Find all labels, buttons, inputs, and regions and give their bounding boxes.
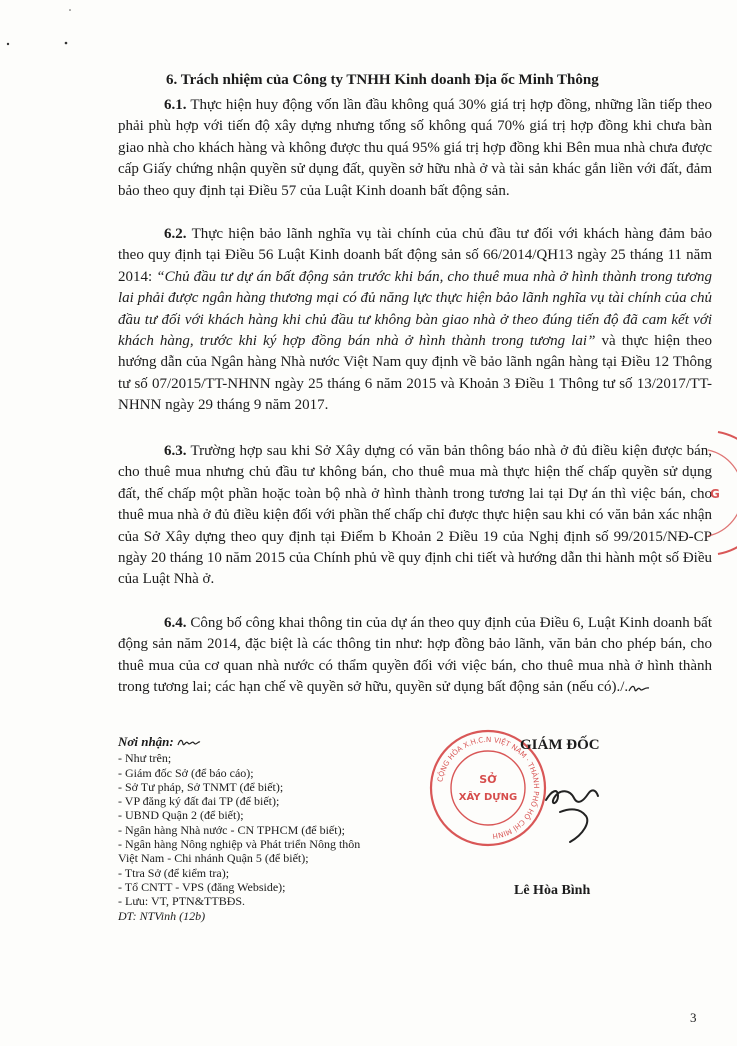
paragraph-6-4-text: Công bố công khai thông tin của dự án theo quy định của Điều 6, Luật Kinh doanh bất động sản năm 2014, đặc biệt là các thông tin như: hợp đồng bảo lãnh, văn bản cho phép bán, cho thuê mua của cơ quan nhà nước có thẩm quyền đối với việc bán, cho thuê mua nhà ở hình thành trong tương lai; các hạn chế về quyền sở hữu, quyền sử dụng bất động sản (nếu có)./.: [118, 615, 712, 696]
initials-signature-icon: [177, 737, 201, 749]
paragraph-6-4-number: 6.4.: [164, 615, 187, 631]
paragraph-6-1-text: Thực hiện huy động vốn lần đầu không quá 30% giá trị hợp đồng, những lần tiếp theo phải phù hợp với tiến độ xây dựng nhưng tổng số không quá 70% giá trị hợp đồng khi chưa bàn giao nhà cho khách hàng và không được thu quá 95% giá trị hợp đồng khi Bên mua nhà chưa được cấp Giấy chứng nhận quyền sử dụng đất, quyền sở hữu nhà ở và tài sản khác gắn liền với đất, đảm bảo theo quy định tại Điều 57 của Luật Kinh doanh bất động sản.: [118, 97, 712, 199]
seal-center-line2: XÂY DỰNG: [458, 792, 518, 803]
section-heading: 6. Trách nhiệm của Công ty TNHH Kinh doanh Địa ốc Minh Thông: [166, 72, 599, 88]
recipients-block: [118, 735, 418, 923]
recipient-item: - Như trên;: [118, 751, 172, 766]
recipient-item: - VP đăng ký đất đai TP (để biết);: [118, 794, 280, 809]
paragraph-6-2-number: 6.2.: [164, 226, 187, 242]
recipient-item: - Lưu: VT, PTN&TTBĐS.: [118, 894, 246, 909]
recipient-item: - Ngân hàng Nông nghiệp và Phát triển Nông thôn: [118, 837, 361, 852]
recipient-item: - Sở Tư pháp, Sở TNMT (để biết);: [118, 779, 284, 794]
seal-ring-text: CỘNG HÒA X.H.C.N VIỆT NAM · THÀNH PHỐ HỒ CHÍ MINH: [435, 734, 542, 841]
paragraph-6-2-text-after: và thực hiện theo hướng dẫn của Ngân hàng Nhà nước Việt Nam quy định về bảo lãnh ngân hàng tại Điều 12 Thông tư số 07/2015/TT-NHNN ngày 25 tháng 6 năm 2015 và Khoản 3 Điều 1 Thông tư số 13/2017/TT-NHNN ngày 29 tháng 9 năm 2017.: [118, 333, 712, 414]
paragraph-6-2-quote: “Chủ đầu tư dự án bất động sản trước khi bán, cho thuê mua nhà ở hình thành trong tương lai phải được ngân hàng thương mại có đủ năng lực thực hiện bảo lãnh nghĩa vụ tài chính của chủ đầu tư đối với khách hàng khi chủ đầu tư không bàn giao nhà ở theo đúng tiến độ đã cam kết với khách hàng, trước khi ký hợp đồng bán nhà ở hình thành trong tương lai”: [118, 268, 712, 350]
seal-center-line1: SỞ: [479, 773, 497, 786]
svg-text:G: G: [710, 487, 720, 501]
scan-specks: [0, 0, 120, 60]
recipient-item: - Giám đốc Sở (để báo cáo);: [118, 765, 254, 780]
paragraph-6-3-number: 6.3.: [164, 443, 187, 459]
recipient-item: Việt Nam - Chi nhánh Quận 5 (để biết);: [118, 851, 309, 866]
drafter-note: DT: NTVinh (12b): [118, 908, 206, 923]
paragraph-6-4: [118, 613, 712, 699]
paragraph-6-2: [118, 224, 712, 417]
recipient-item: - UBND Quận 2 (để biết);: [118, 808, 244, 823]
paragraph-6-2-text-before: Thực hiện bảo lãnh nghĩa vụ tài chính của chủ đầu tư đối với khách hàng đảm bảo theo quy định tại Điều 56 Luật Kinh doanh bất động sản số 66/2014/QH13 ngày 25 tháng 11 năm 2014:: [118, 226, 712, 285]
page-number: 3: [690, 1010, 697, 1025]
recipients-title: Nơi nhận:: [118, 735, 418, 749]
signer-name: Lê Hòa Bình: [514, 883, 591, 898]
paragraph-6-3: [118, 441, 712, 591]
handwritten-signature-icon: [540, 760, 620, 850]
recipient-item: - Ttra Sở (để kiểm tra);: [118, 865, 230, 880]
partial-seal-icon: [668, 428, 737, 558]
paragraph-6-3-text: Trường hợp sau khi Sở Xây dựng có văn bản thông báo nhà ở đủ điều kiện được bán, cho thuê mua nhưng chủ đầu tư không bán, cho thuê mua mà thực hiện thế chấp quyền sử dụng đất, thế chấp một phần hoặc toàn bộ nhà ở hình thành trong tương lai tại Dự án thì việc bán, cho thuê mua nhà ở đủ điều kiện đối với phần thế chấp chỉ được thực hiện sau khi có văn bản xác nhận của Sở Xây dựng theo quy định tại Điểm b Khoản 2 Điều 19 của Nghị định số 99/2015/NĐ-CP ngày 20 tháng 10 năm 2015 của Chính phủ về quy định chi tiết và hướng dẫn thi hành một số Điều của Luật Nhà ở.: [118, 443, 712, 588]
paragraph-6-1-number: 6.1.: [164, 97, 187, 113]
initials-signature-icon: [628, 682, 650, 694]
recipient-item: - Ngân hàng Nhà nước - CN TPHCM (để biết);: [118, 822, 345, 837]
signer-title: GIÁM ĐỐC: [520, 737, 600, 753]
paragraph-6-1: [118, 95, 712, 202]
recipient-item: - Tổ CNTT - VPS (đăng Webside);: [118, 879, 286, 894]
